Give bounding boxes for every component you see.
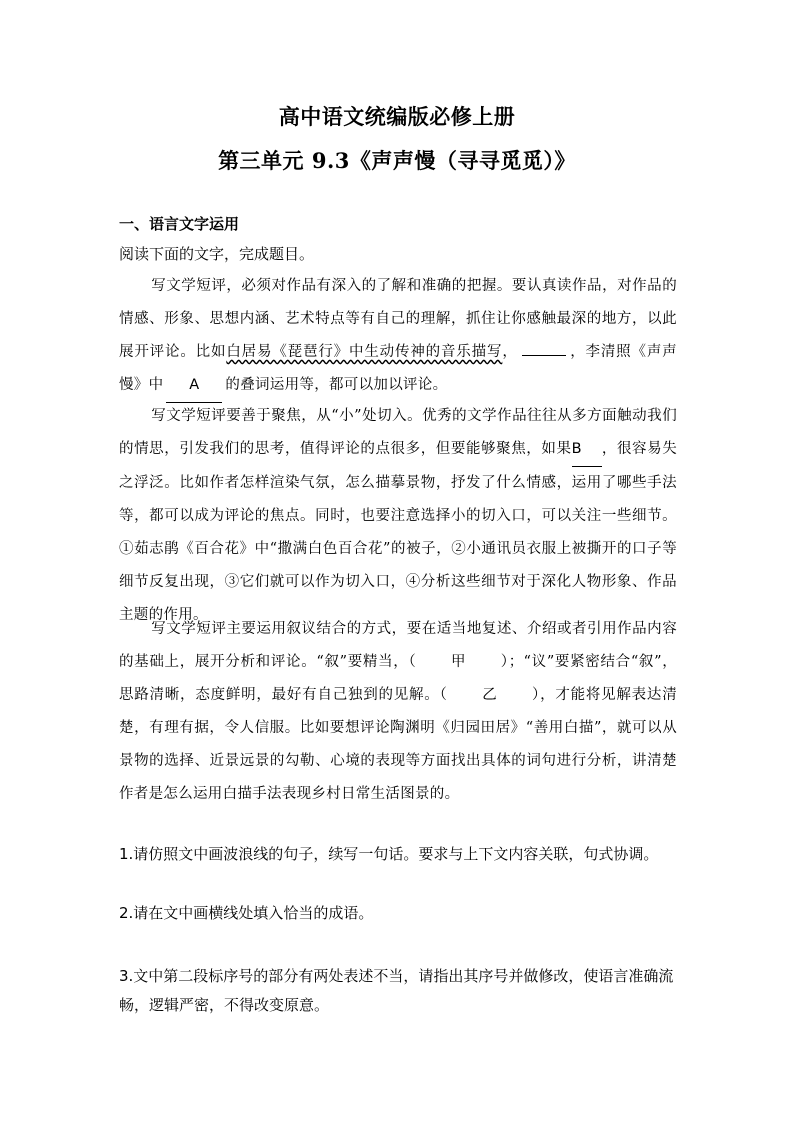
p1-continuation-blank xyxy=(522,341,566,356)
p2-text-b: ，很容易失之浮泛。比如作者怎样渲染气氛，怎么描摹景物，抒发了什么情感，运用了哪些手法等，都可以成为评论的焦点。同时，也要注意选择小的切入口，可以关注一些细节。①茹志鹃《百合花》中“撒满白色百合花”的被子，②小通讯员衣服上被撕开的口子等细节反复出现，③它们就可以作为切入口，④分析这些细节对于深化人物形象、作品主题的作用。 xyxy=(119,441,678,623)
question-2: 2.请在文中画横线处填入恰当的成语。 xyxy=(119,904,374,922)
document-subtitle: 第三单元 9.3《声声慢（寻寻觅觅）》 xyxy=(218,148,576,173)
p1-text-a: 写文学短评，必须对作品有深入的了解和准确的把握。要认真读作品，对作品的情感、形象、思想内涵、艺术特点等有自己的理解，抓住让你感触最深的地方，以此展开评论。比如 xyxy=(119,278,677,360)
passage-paragraph-2 xyxy=(119,400,677,632)
p3-text-b: ）；“议”要紧密结合“叙”，思路清晰，态度鲜明，最好有自己独到的见解。（ xyxy=(119,654,677,703)
passage-paragraph-3 xyxy=(119,613,677,811)
blank-jia: 甲 xyxy=(451,654,466,670)
section-heading: 一、语言文字运用 xyxy=(119,215,240,233)
p1-wavy-sentence: 白居易《琵琶行》中生动传神的音乐描写 xyxy=(226,344,503,360)
p3-text-c: ），才能将见解表达清楚，有理有据，令人信服。比如要想评论陶渊明《归园田居》“善用白描”，就可以从景物的选择、近景远景的勾勒、心境的表现等方面找出具体的词句进行分析，讲清楚作者是怎么运用白描手法表现乡村日常生活图景的。 xyxy=(119,687,677,802)
p1-text-d: 的叠词运用等，都可以加以评论。 xyxy=(225,377,448,393)
document-title: 高中语文统编版必修上册 xyxy=(278,104,516,129)
blank-a: A xyxy=(166,369,222,403)
question-1: 1.请仿照文中画波浪线的句子，续写一句话。要求与上下文内容关联，句式协调。 xyxy=(119,845,659,863)
p1-text-c: ，李清照《声声慢》中 xyxy=(119,344,677,393)
passage-paragraph-1 xyxy=(119,270,677,403)
section-instruction: 阅读下面的文字，完成题目。 xyxy=(119,245,315,263)
blank-b: B xyxy=(572,433,602,467)
p3-text-a: 写文学短评主要运用叙议结合的方式，要在适当地复述、介绍或者引用作品内容的基础上，展开分析和评论。“叙”要精当，（ xyxy=(119,621,677,670)
question-3: 3.文中第二段标序号的部分有两处表述不当，请指出其序号并做修改，使语言准确流畅，逻辑严密，不得改变原意。 xyxy=(119,967,674,1014)
p1-text-b: ， xyxy=(502,344,518,360)
blank-yi: 乙 xyxy=(482,687,497,703)
p2-text-a: 写文学短评要善于聚焦，从“小”处切入。优秀的文学作品往往从多方面触动我们的情思，引发我们的思考，值得评论的点很多，但要能够聚焦，如果 xyxy=(119,408,677,457)
